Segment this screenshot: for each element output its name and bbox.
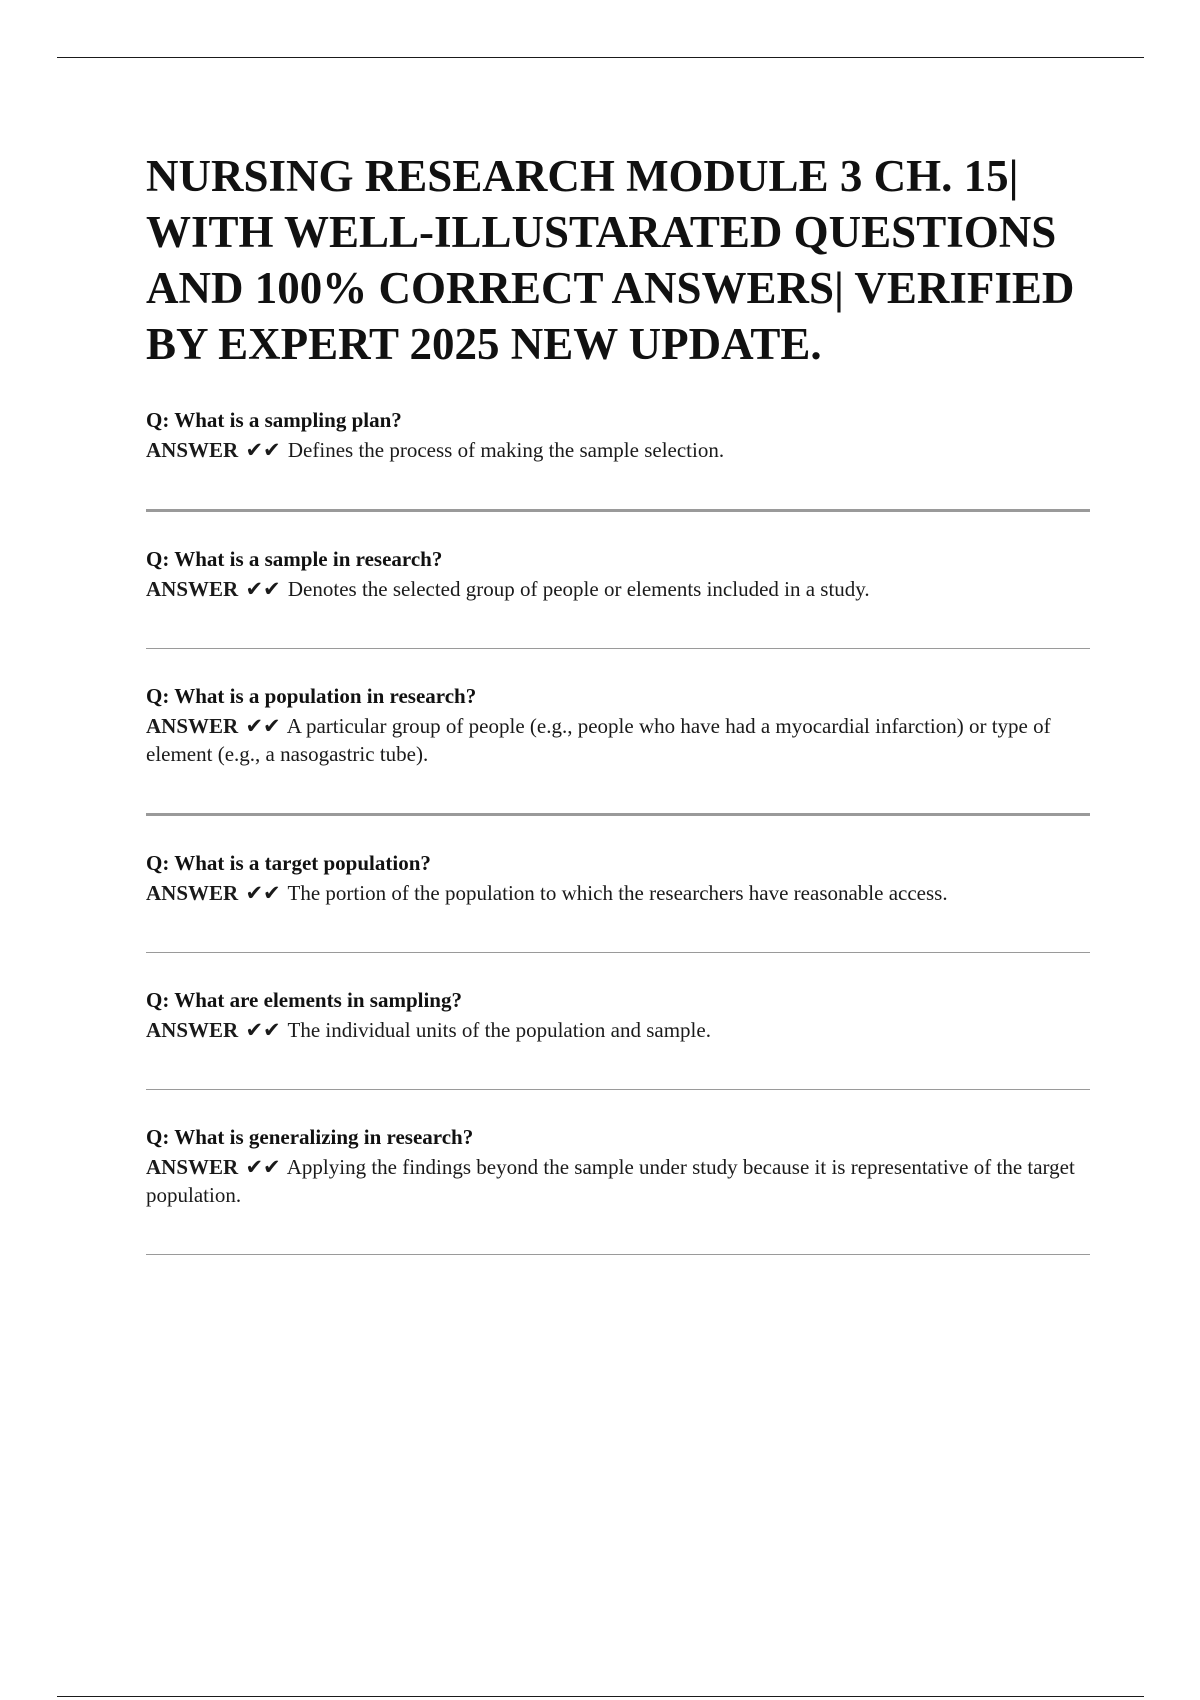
answer-text-block [146, 879, 1090, 907]
answer-text-block [146, 712, 1090, 768]
question-text: Q: What is a sampling plan? [146, 408, 402, 432]
answer-text-block [146, 436, 1090, 464]
question-text: Q: What are elements in sampling? [146, 988, 462, 1012]
double-check-icon: ✔✔ [245, 1155, 281, 1179]
qa-item-sampling-plan [146, 406, 1090, 464]
double-check-icon: ✔✔ [245, 1018, 281, 1042]
answer-text: A particular group of people (e.g., people who have had a myocardial infarction) or type of element (e.g., a nasogastric tube). [146, 714, 1051, 766]
answer-text: Defines the process of making the sample selection. [287, 438, 725, 462]
answer-text-block [146, 1153, 1090, 1209]
section-divider [146, 1254, 1090, 1255]
qa-item-sample [146, 545, 1090, 603]
document-title: NURSING RESEARCH MODULE 3 CH. 15| WITH WELL-ILLUSTARATED QUESTIONS AND 100% CORRECT ANSWERS| VERIFIED BY EXPERT 2025 NEW UPDATE. [146, 151, 1075, 369]
section-divider [146, 648, 1090, 649]
answer-text: Denotes the selected group of people or elements included in a study. [287, 577, 870, 601]
section-divider [146, 813, 1090, 816]
qa-item-population [146, 682, 1090, 768]
answer-label: ANSWER [146, 1018, 239, 1042]
double-check-icon: ✔✔ [245, 577, 281, 601]
section-divider [146, 952, 1090, 953]
page-bottom-rule [57, 1696, 1144, 1697]
double-check-icon: ✔✔ [245, 438, 281, 462]
question-text: Q: What is a target population? [146, 851, 431, 875]
question-text: Q: What is a sample in research? [146, 547, 443, 571]
answer-label: ANSWER [146, 881, 239, 905]
answer-text: The individual units of the population and sample. [287, 1018, 711, 1042]
answer-text-block [146, 1016, 1090, 1044]
section-divider [146, 1089, 1090, 1090]
qa-item-generalizing [146, 1123, 1090, 1209]
answer-text-block [146, 575, 1090, 603]
qa-list [146, 406, 1090, 1255]
answer-text: The portion of the population to which the researchers have reasonable access. [287, 881, 948, 905]
qa-item-target-population [146, 849, 1090, 907]
answer-label: ANSWER [146, 714, 239, 738]
answer-label: ANSWER [146, 1155, 239, 1179]
qa-item-elements [146, 986, 1090, 1044]
document-body [146, 148, 1090, 1288]
question-text: Q: What is generalizing in research? [146, 1125, 474, 1149]
answer-label: ANSWER [146, 438, 239, 462]
double-check-icon: ✔✔ [245, 714, 281, 738]
answer-text: Applying the findings beyond the sample under study because it is representative of the target population. [146, 1155, 1075, 1207]
question-text: Q: What is a population in research? [146, 684, 477, 708]
page-top-rule [57, 57, 1144, 58]
section-divider [146, 509, 1090, 512]
double-check-icon: ✔✔ [245, 881, 281, 905]
answer-label: ANSWER [146, 577, 239, 601]
